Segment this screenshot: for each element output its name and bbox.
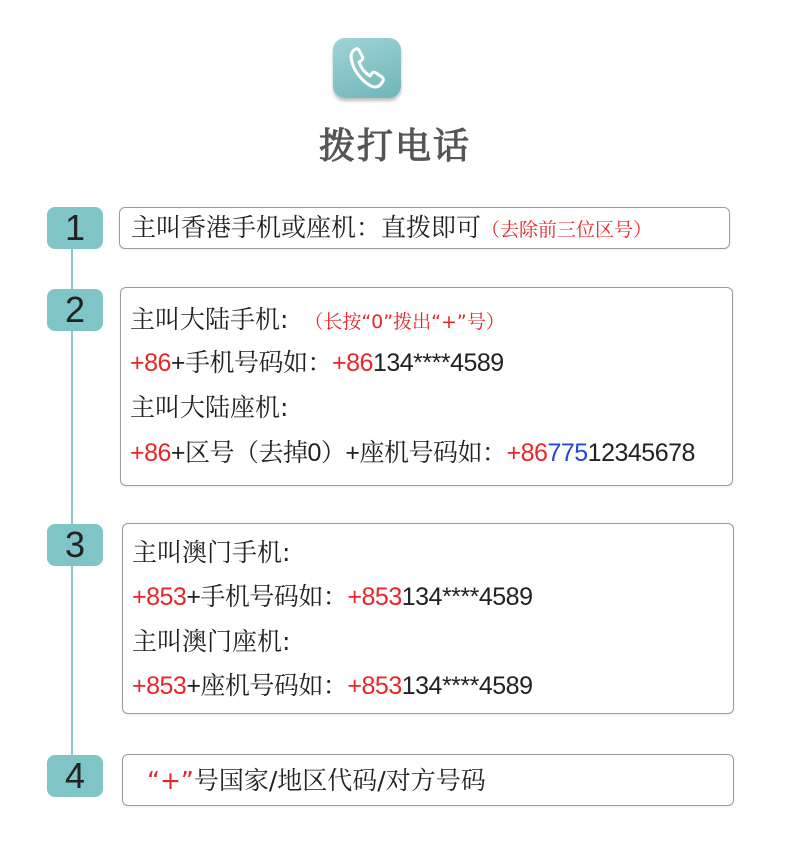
step-3-landline-label: 主叫澳门座机: (132, 627, 291, 656)
step-number-1: 1 (47, 207, 103, 249)
step-2-mobile-prefix: +86 (130, 349, 171, 377)
step-3-landline-example-number: 134****4589 (401, 672, 533, 700)
step-3-mobile-prefix: +853 (132, 583, 187, 611)
step-2-landline-example-area: 775 (547, 439, 588, 467)
step-2-mobile-example-prefix: +86 (332, 349, 373, 377)
step-2-landline-label: 主叫大陆座机: (130, 393, 289, 422)
step-3-mobile-label: 主叫澳门手机: (132, 538, 291, 567)
step-box-1 (119, 207, 730, 249)
step-2-landline-example-prefix: +86 (506, 439, 548, 467)
step-2-mobile-rest: +手机号码如： (170, 349, 333, 377)
page-title: 拨打电话 (318, 126, 471, 167)
step-number-2: 2 (47, 289, 103, 331)
step-number-4: 4 (47, 755, 103, 797)
step-box-3 (122, 523, 734, 714)
step-2-landline-prefix: +86 (130, 439, 171, 467)
step-2-landline-example-number: 12345678 (587, 439, 695, 467)
step-3-landline-format (132, 671, 532, 701)
step-3-mobile-example-prefix: +853 (347, 583, 402, 611)
step-box-4 (122, 754, 734, 806)
step-3-mobile-rest: +手机号码如： (186, 583, 348, 611)
step-3-mobile-example-number: 134****4589 (401, 583, 533, 611)
step-1-text-line (131, 213, 652, 245)
step-4-text-line (147, 766, 486, 796)
step-number-3: 3 (47, 524, 103, 566)
step-3-landline-rest: +座机号码如： (186, 672, 348, 700)
step-2-mobile-label: 主叫大陆手机: (130, 305, 289, 334)
step-3-landline-example-prefix: +853 (347, 672, 402, 700)
step-1-note: （去除前三位区号） (481, 219, 653, 241)
step-2-mobile-label-line (130, 305, 505, 337)
step-4-text: 号国家/地区代码/对方号码 (193, 766, 486, 795)
step-box-2 (120, 287, 733, 486)
step-3-landline-prefix: +853 (132, 672, 187, 700)
step-2-mobile-note: （长按“0”拨出“+”号） (304, 311, 505, 333)
step-2-mobile-format (130, 348, 504, 378)
phone-icon (347, 46, 387, 90)
step-2-mobile-example-number: 134****4589 (372, 349, 504, 377)
step-2-landline-format (130, 438, 695, 468)
step-2-landline-rest: +区号（去掉0）+座机号码如： (170, 439, 507, 467)
step-1-text: 主叫香港手机或座机：直拨即可 (131, 213, 482, 242)
step-4-plus: “+” (147, 766, 194, 795)
step-3-mobile-format (132, 582, 532, 612)
phone-badge (333, 38, 401, 98)
